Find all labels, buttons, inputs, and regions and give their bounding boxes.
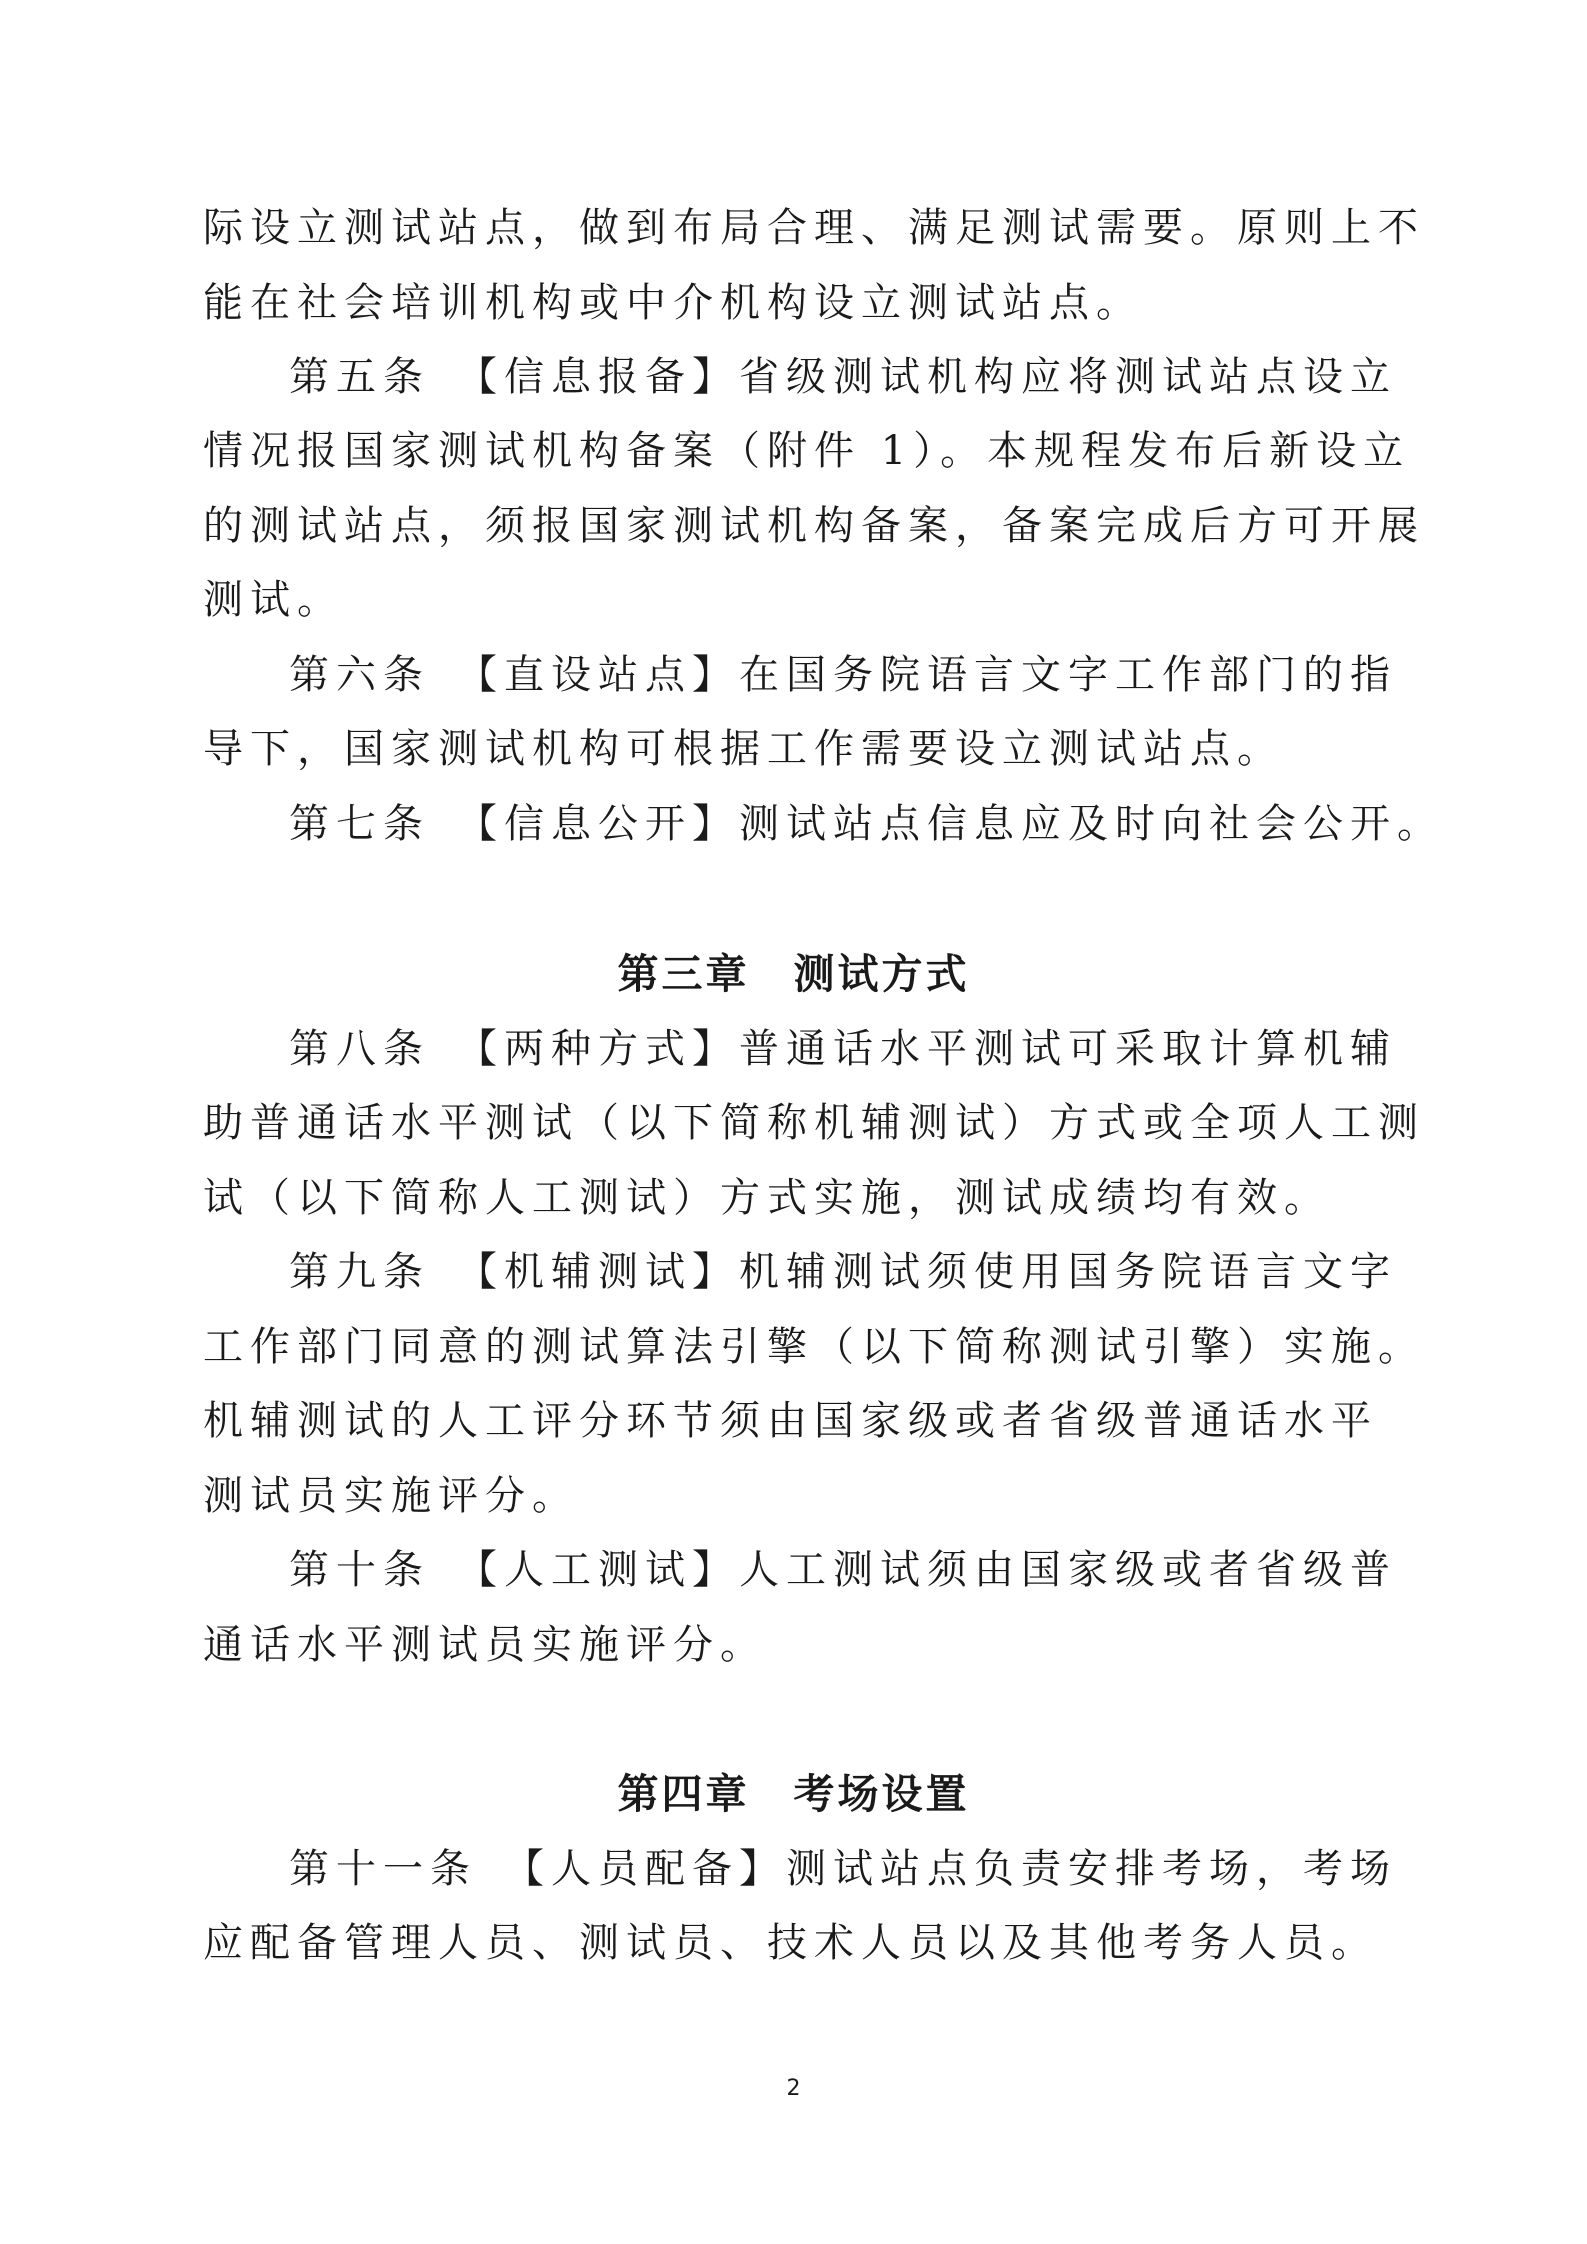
article-8-line: 第八条 【两种方式】普通话水平测试可采取计算机辅 [289,1026,1397,1072]
text-line: 工作部门同意的测试算法引擎（以下简称测试引擎）实施。 [203,1324,1425,1370]
text-line: 通话水平测试员实施评分。 [203,1622,767,1668]
text-line: 助普通话水平测试（以下简称机辅测试）方式或全项人工测 [203,1100,1425,1146]
text-line: 的测试站点，须报国家测试机构备案，备案完成后方可开展 [203,503,1425,549]
article-11-line: 第十一条 【人员配备】测试站点负责安排考场，考场 [289,1846,1397,1892]
text-line: 能在社会培训机构或中介机构设立测试站点。 [203,280,1143,326]
article-9-line: 第九条 【机辅测试】机辅测试须使用国务院语言文字 [289,1249,1397,1295]
text-line: 机辅测试的人工评分环节须由国家级或者省级普通话水平 [203,1398,1378,1444]
text-line: 测试员实施评分。 [203,1473,579,1519]
text-line: 试（以下简称人工测试）方式实施，测试成绩均有效。 [203,1175,1331,1221]
text-line: 际设立测试站点，做到布局合理、满足测试需要。原则上不 [203,205,1425,251]
article-6-line: 第六条 【直设站点】在国务院语言文字工作部门的指 [289,652,1397,698]
text-line: 测试。 [203,577,344,623]
text-line: 导下，国家测试机构可根据工作需要设立测试站点。 [203,726,1284,772]
page-number: 2 [786,2076,801,2101]
chapter-4-heading: 第四章 考场设置 [617,1770,970,1818]
article-7-line: 第七条 【信息公开】测试站点信息应及时向社会公开。 [289,801,1444,847]
article-5-line: 第五条 【信息报备】省级测试机构应将测试站点设立 [289,354,1397,400]
text-line: 情况报国家测试机构备案（附件 1）。本规程发布后新设立 [203,428,1411,474]
article-10-line: 第十条 【人工测试】人工测试须由国家级或者省级普 [289,1547,1397,1593]
text-line: 应配备管理人员、测试员、技术人员以及其他考务人员。 [203,1920,1378,1966]
chapter-3-heading: 第三章 测试方式 [617,950,970,998]
